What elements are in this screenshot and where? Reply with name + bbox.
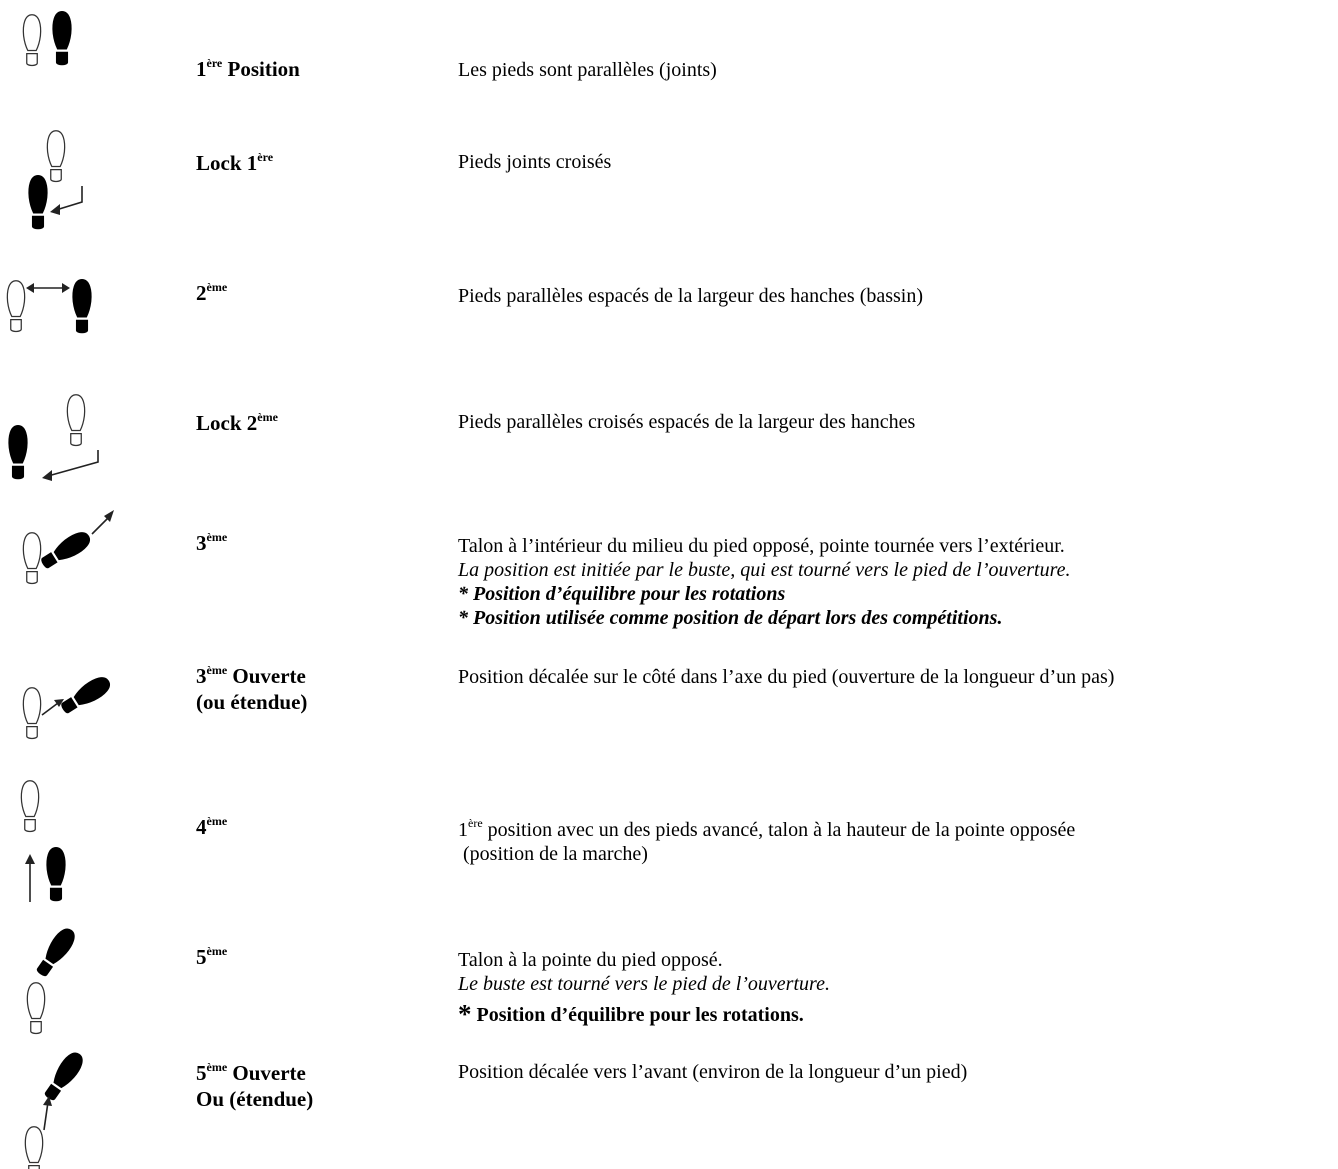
position-description: Talon à la pointe du pied opposé. Le buste est tourné vers le pied de l’ouverture. * Position d’équilibre pour les rotations. <box>458 949 830 1029</box>
feet-crossed-apart-icon <box>0 380 140 490</box>
position-name: Lock 2ème <box>196 410 278 435</box>
third-open-icon <box>0 655 140 755</box>
fifth-open-icon <box>0 1040 140 1169</box>
position-name: Lock 1ère <box>196 150 274 175</box>
feet-together-icon <box>0 0 140 100</box>
position-name: 3ème Ouverte (ou étendue) <box>196 663 308 714</box>
foot-forward-icon <box>0 770 140 910</box>
position-name: 3ème <box>196 530 228 555</box>
position-description: Pieds parallèles croisés espacés de la largeur des hanches <box>458 411 916 433</box>
feet-apart-icon <box>0 250 140 350</box>
position-name: 5ème <box>196 944 228 969</box>
position-description: Pieds joints croisés <box>458 151 612 173</box>
position-name: 2ème <box>196 280 228 305</box>
position-description: Talon à l’intérieur du milieu du pied opposé, pointe tournée vers l’extérieur. La position est initiée par le buste, qui est tourné vers le pied de l’ouverture. * Position d’équilibre pour les rotations * Position utilisée comme position de départ lors des compétitions. <box>458 535 1071 629</box>
position-name: 4ème <box>196 814 228 839</box>
position-description: Pieds parallèles espacés de la largeur des hanches (bassin) <box>458 285 924 307</box>
heel-to-toe-icon <box>0 912 140 1042</box>
position-description: Position décalée sur le côté dans l’axe du pied (ouverture de la longueur d’un pas) <box>458 666 1115 688</box>
position-name: 1ère Position <box>196 56 300 81</box>
position-description: Les pieds sont parallèles (joints) <box>458 59 717 81</box>
heel-to-instep-icon <box>0 490 140 600</box>
position-description: Position décalée vers l’avant (environ de la longueur d’un pied) <box>458 1061 968 1083</box>
feet-crossed-icon <box>0 110 140 240</box>
position-name: 5ème Ouverte Ou (étendue) <box>196 1060 314 1111</box>
position-description: 1ère position avec un des pieds avancé, talon à la hauteur de la pointe opposée (position de la marche) <box>458 816 1076 865</box>
